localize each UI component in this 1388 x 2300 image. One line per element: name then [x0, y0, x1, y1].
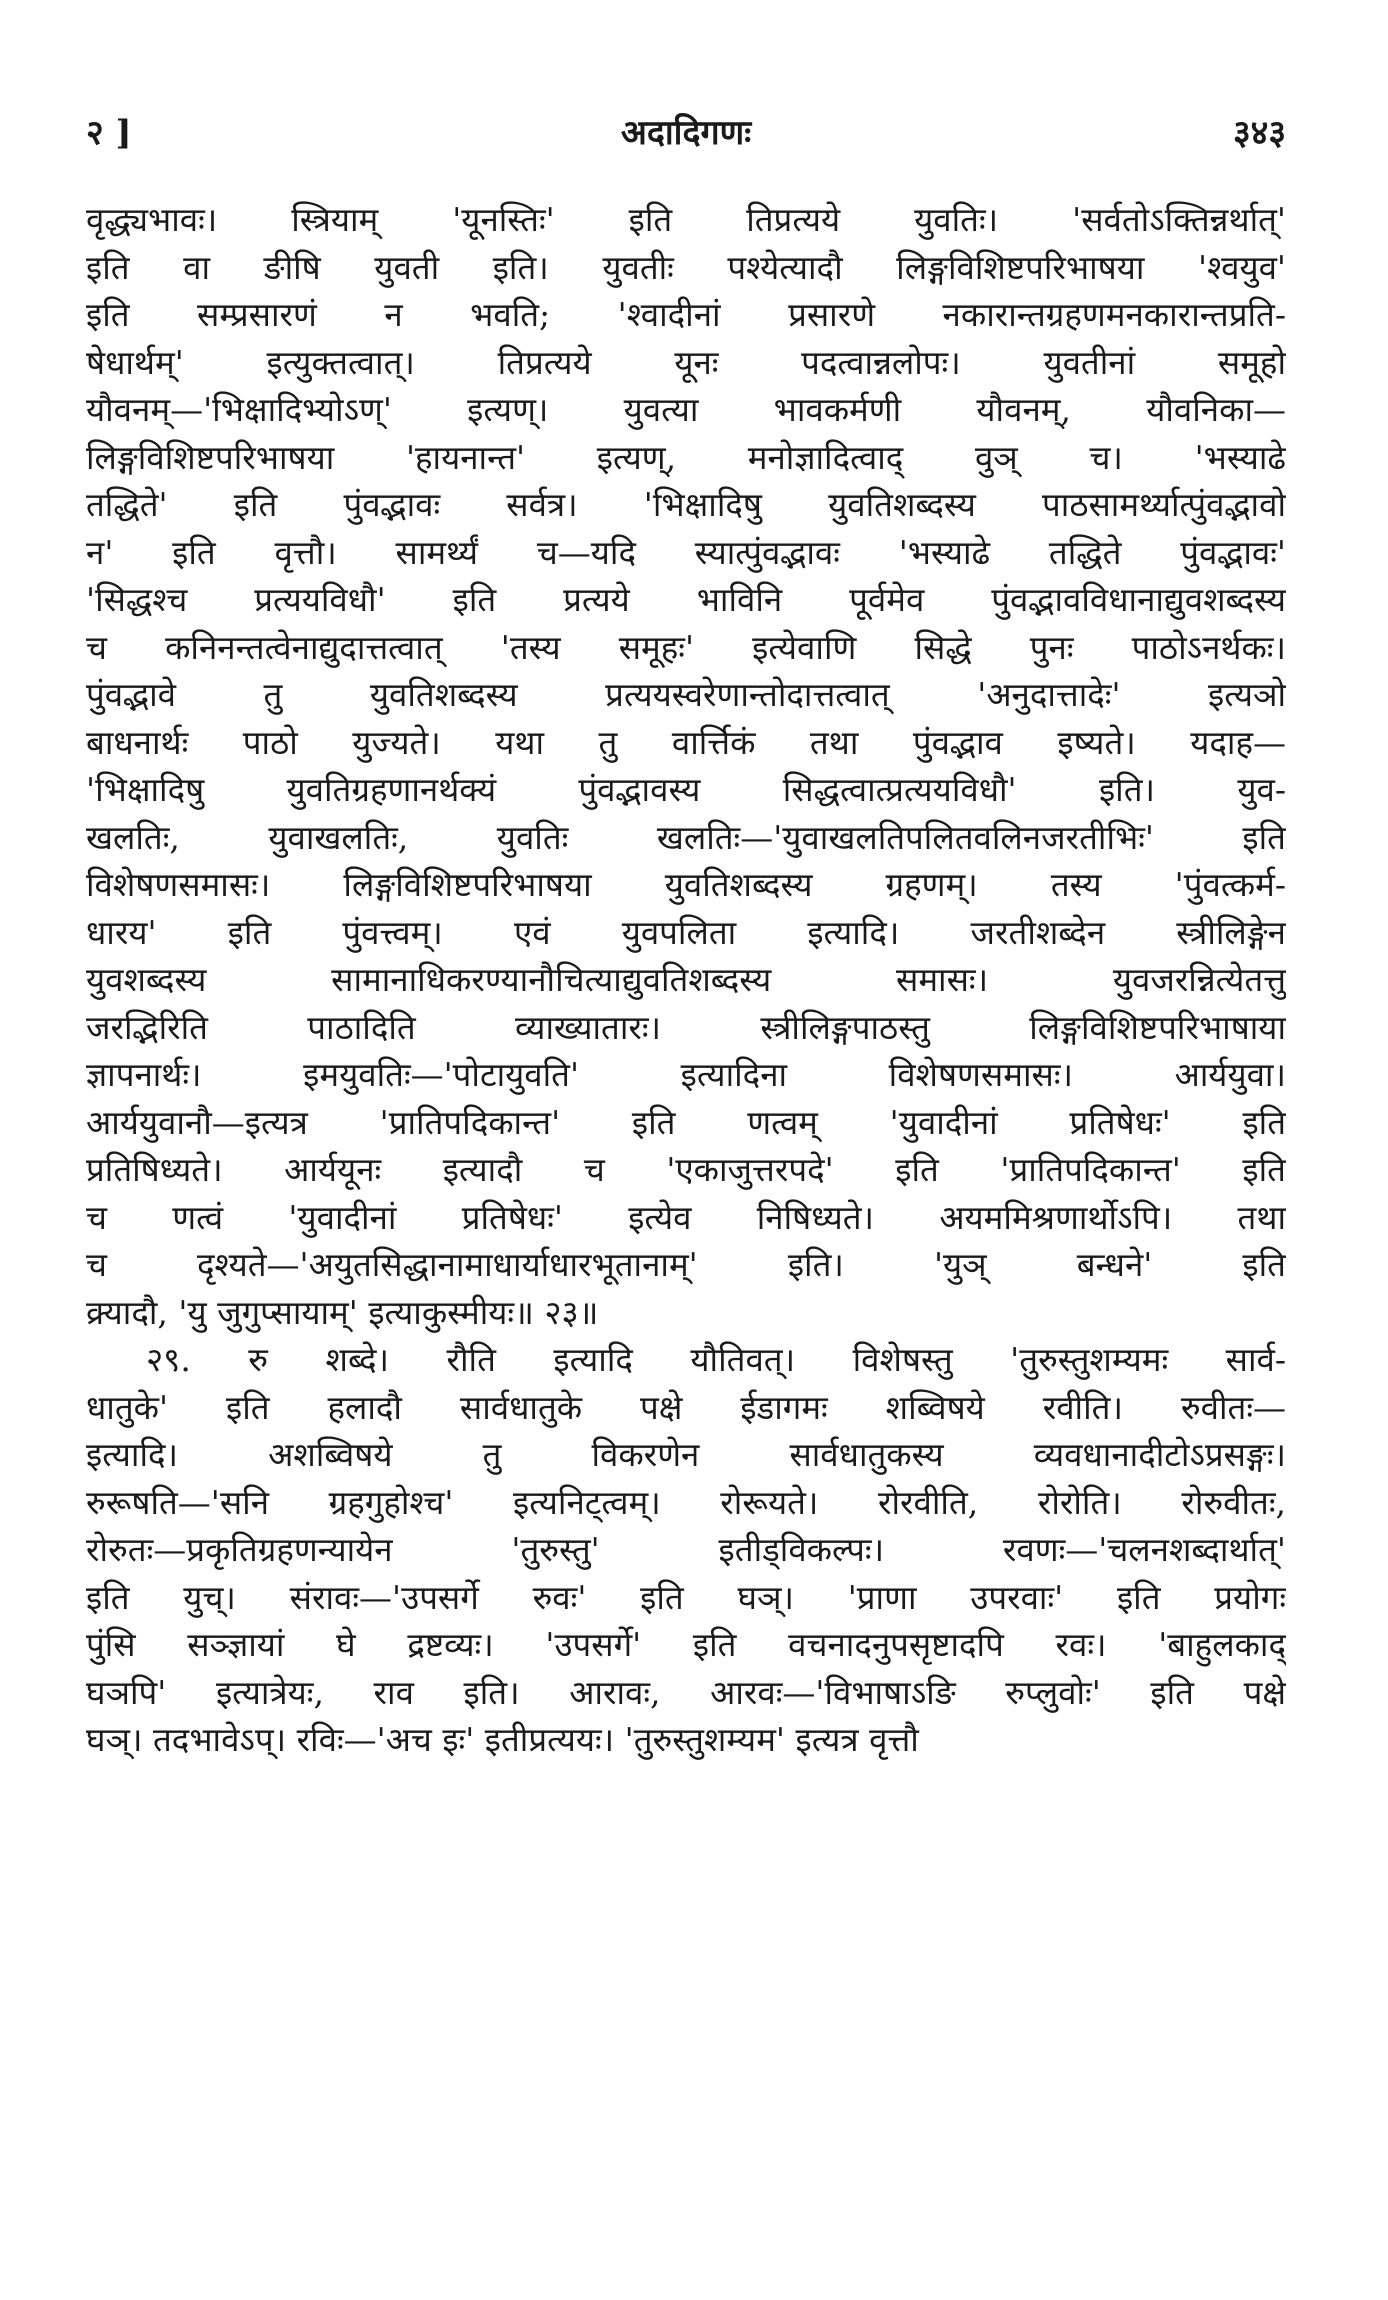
text-line: २९. रु शब्दे। रौति इत्यादि यौतिवत्। विशेषस्तु 'तुरुस्तुशम्यमः सार्व- — [146, 1340, 1286, 1379]
text-line: इत्यादि। अशब्विषये तु विकरणेन सार्वधातुकस्य व्यवधानादीटोऽप्रसङ्गः। — [86, 1435, 1286, 1474]
page-header — [86, 108, 1286, 156]
text-line: इति युच्। संरावः—'उपसर्गे रुवः' इति घञ्। 'प्राणा उपरवाः' इति प्रयोगः — [86, 1577, 1286, 1617]
text-line: आर्ययुवानौ—इत्यत्र 'प्रातिपदिकान्त' इति णत्वम् 'युवादीनां प्रतिषेधः' इति — [86, 1102, 1286, 1142]
text-line: रोरुतः—प्रकृतिग्रहणन्यायेन 'तुरुस्तु' इतीड्विकल्पः। रवणः—'चलनशब्दार्थात्' — [86, 1530, 1286, 1569]
text-line: घञपि' इत्यात्रेयः, राव इति। आरावः, आरवः—'विभाषाऽङि रुप्लुवोः' इति पक्षे — [86, 1672, 1286, 1712]
text-line: तद्धिते' इति पुंवद्भावः सर्वत्र। 'भिक्षादिषु युवतिशब्दस्य पाठसामर्थ्यात्पुंवद्भावो — [86, 485, 1286, 524]
text-line: प्रतिषिध्यते। आर्ययूनः इत्यादौ च 'एकाजुत्तरपदे' इति 'प्रातिपदिकान्त' इति — [86, 1150, 1286, 1189]
text-line: धारय' इति पुंवत्त्वम्। एवं युवपलिता इत्यादि। जरतीशब्देन स्त्रीलिङ्गेन — [86, 912, 1286, 952]
text-line: 'भिक्षादिषु युवतिग्रहणानर्थक्यं पुंवद्भावस्य सिद्धत्वात्प्रत्ययविधौ' इति। युव- — [86, 770, 1286, 809]
text-line: बाधनार्थः पाठो युज्यते। यथा तु वार्त्तिकं तथा पुंवद्भाव इष्यते। यदाह— — [86, 722, 1286, 762]
text-line: 'सिद्धश्च प्रत्ययविधौ' इति प्रत्यये भाविनि पूर्वमेव पुंवद्भावविधानाद्युवशब्दस्य — [86, 580, 1286, 619]
running-title: अदादिगणः — [620, 113, 752, 153]
page-number: ३४३ — [1232, 113, 1286, 153]
text-line: च णत्वं 'युवादीनां प्रतिषेधः' इत्येव निषिध्यते। अयममिश्रणार्थोऽपि। तथा — [86, 1197, 1286, 1237]
text-line: विशेषणसमासः। लिङ्गविशिष्टपरिभाषया युवतिशब्दस्य ग्रहणम्। तस्य 'पुंवत्कर्म- — [86, 865, 1286, 904]
text-line: षेधार्थम्' इत्युक्तत्वात्। तिप्रत्यये यूनः पदत्वान्नलोपः। युवतीनां समूहो — [86, 342, 1286, 382]
text-line: धातुके' इति हलादौ सार्वधातुके पक्षे ईडागमः शब्विषये रवीति। रुवीतः— — [86, 1387, 1286, 1427]
text-line: च कनिनन्तत्वेनाद्युदात्तत्वात् 'तस्य समूहः' इत्येवाणि सिद्धे पुनः पाठोऽनर्थकः। — [86, 627, 1286, 667]
text-line: पुंवद्भावे तु युवतिशब्दस्य प्रत्ययस्वरेणान्तोदात्तत्वात् 'अनुदात्तादेः' इत्यञो — [86, 675, 1286, 714]
text-line: न' इति वृत्तौ। सामर्थ्यं च—यदि स्यात्पुंवद्भावः 'भस्याढे तद्धिते पुंवद्भावः' — [86, 532, 1286, 572]
section-number: २ ] — [86, 113, 132, 153]
text-line: ज्ञापनार्थः। इमयुवतिः—'पोटायुवति' इत्यादिना विशेषणसमासः। आर्ययुवा। — [86, 1055, 1286, 1094]
text-line: घञ्। तदभावेऽप्। रविः—'अच इः' इतीप्रत्ययः। 'तुरुस्तुशम्यम' इत्यत्र वृत्तौ — [86, 1720, 919, 1759]
text-line: जरद्भिरिति पाठादिति व्याख्यातारः। स्त्रीलिङ्गपाठस्तु लिङ्गविशिष्टपरिभाषाया — [86, 1007, 1286, 1047]
paragraph — [86, 1336, 1286, 1764]
text-line: क्र्यादौ, 'यु जुगुप्सायाम्' इत्याकुस्मीयः॥ २३॥ — [86, 1292, 599, 1332]
text-line: युवशब्दस्य सामानाधिकरण्यानौचित्याद्युवतिशब्दस्य समासः। युवजरन्नित्येतत्तु — [86, 960, 1286, 999]
text-line: वृद्ध्यभावः। स्त्रियाम् 'यूनस्तिः' इति तिप्रत्यये युवतिः। 'सर्वतोऽक्तिन्नर्थात्' — [86, 200, 1286, 239]
text-line: इति वा ङीषि युवती इति। युवतीः पश्येत्यादौ लिङ्गविशिष्टपरिभाषया 'श्वयुव' — [86, 247, 1286, 287]
text-line: यौवनम्—'भिक्षादिभ्योऽण्' इत्यण्। युवत्या भावकर्मणी यौवनम्, यौवनिका— — [86, 390, 1286, 429]
paragraph — [86, 196, 1286, 1336]
text-line: इति सम्प्रसारणं न भवति; 'श्वादीनां प्रसारणे नकारान्तग्रहणमनकारान्तप्रति- — [86, 295, 1286, 334]
text-line: च दृश्यते—'अयुतसिद्धानामाधार्याधारभूतानाम्' इति। 'युञ् बन्धने' इति — [86, 1245, 1286, 1284]
text-line: लिङ्गविशिष्टपरिभाषया 'हायनान्त' इत्यण्, मनोज्ञादित्वाद् वुञ् च। 'भस्याढे — [86, 437, 1286, 477]
text-line: खलतिः, युवाखलतिः, युवतिः खलतिः—'युवाखलतिपलितवलिनजरतीभिः' इति — [86, 817, 1286, 857]
body-text — [86, 196, 1286, 1764]
text-line: पुंसि सञ्ज्ञायां घे द्रष्टव्यः। 'उपसर्गे' इति वचनादनुपसृष्टादपि रवः। 'बाहुलकाद् — [86, 1625, 1286, 1664]
text-line: रुरूषति—'सनि ग्रहगुहोश्च' इत्यनिट्त्वम्। रोरूयते। रोरवीति, रोरोति। रोरुवीतः, — [86, 1482, 1286, 1522]
